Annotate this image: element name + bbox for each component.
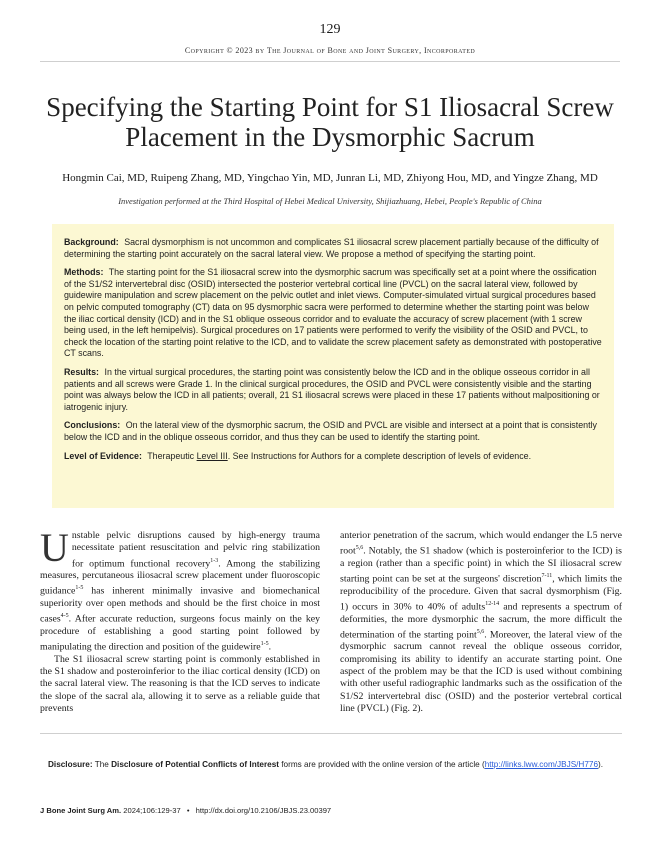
body-text: , which limits the reproducibility of the procedure. Given that sacral dysmorphism (Fig. 1) occurs in 30% to 40% of adults (340, 573, 622, 613)
body-paragraph-2: The S1 iliosacral screw starting point is commonly established in the S1 shadow and posteroinferior to the iliac cortical density (ICD) on the sacral lateral view. The reasoning is that the ICD serves to indicate the slope of the sacral ala, allowing it to serve as a reliable guide that prevents (40, 653, 320, 714)
abstract-conclusions-text: On the lateral view of the dysmorphic sacrum, the OSID and PVCL are visible and intersect at a point that is consistently below the ICD and in the oblique osseous corridor, and thus they can be used to identify the starting point. (64, 420, 597, 442)
level-of-evidence-suffix: . See Instructions for Authors for a complete description of levels of evidence. (227, 450, 532, 461)
body-text: anterior penetration of the sacrum, which would endanger the L5 nerve root (340, 530, 622, 557)
doi-link[interactable]: http://dx.doi.org/10.2106/JBJS.23.00397 (195, 806, 332, 815)
reference-marker: 1-3 (210, 557, 219, 564)
abstract-background-heading: Background: (64, 237, 119, 247)
disclosure-forms-title: Disclosure of Potential Conflicts of Interest (111, 760, 279, 769)
abstract-methods-heading: Methods: (64, 267, 104, 278)
abstract-background (64, 237, 602, 260)
body-column-right (340, 530, 622, 715)
body-paragraph-1 (40, 525, 320, 654)
abstract-conclusions-heading: Conclusions: (64, 420, 121, 431)
reference-marker: 5,6 (476, 628, 485, 635)
abstract-results (64, 367, 602, 413)
abstract-level-of-evidence (64, 451, 602, 463)
footer-divider (40, 733, 622, 734)
reference-marker: 12-14 (485, 601, 500, 608)
level-of-evidence-heading: Level of Evidence: (64, 450, 142, 461)
abstract-box (52, 224, 614, 508)
body-text: and represents a spectrum of deformities, the more dysmorphic the sacrum, the more difficult the determination of the starting point (340, 601, 622, 641)
body-text: . Moreover, the lateral view of the dysmorphic sacrum cannot reveal the oblique osseous corridor, compromising its ability to identify an accurate starting point. One aspect of the problem may be that the ICD is used without combining with other useful radiographic landmarks such as the ossification of the S1/S2 intervertebral disc (OSID) and the posterior vertebral cortical line (PVCL) (Fig. 2). (340, 629, 622, 714)
level-of-evidence-prefix: Therapeutic (147, 450, 195, 461)
level-of-evidence-link[interactable]: Level III (196, 450, 228, 461)
body-text: . After accurate reduction, surgeons focus mainly on the key procedure of establishing a good starting point followed by manipulating the direction and position of the guidewire (40, 613, 320, 653)
abstract-methods-text: The starting point for the S1 iliosacral screw into the dysmorphic sacrum was specifically set at a point where the ossification of the S1/S2 intervertebral disc (OSID) intersected the posterior vertebral cortical line (PVCL) on the sacral lateral view, followed by guidewire manipulation and screw placement on the pelvic outlet and inlet views. Computer-simulated virtual surgical procedures based on pelvic computed tomography (CT) data on 95 dysmorphic sacra were performed to determine whether the starting point was below the iliac cortical density (ICD) and in the S1 oblique osseous corridor and to evaluate the accuracy of screw placement (with 1 screw being used, in the left hemipelvis). Surgical procedures on 17 patients were performed to verify the visibility of the OSID and PVCL, to check the location of the starting point relative to the ICD, and to validate the screw placement safety as demonstrated with postoperative CT scans. (64, 267, 602, 359)
body-text: . Among the stabilizing measures, percutaneous iliosacral screw placement under fluoroscopic guidance (40, 557, 320, 597)
author-list: Hongmin Cai, MD, Ruipeng Zhang, MD, Yingchao Yin, MD, Junran Li, MD, Zhiyong Hou, MD, and Yingze Zhang, MD (62, 172, 598, 184)
body-text: . (268, 641, 272, 653)
body-paragraph-3 (340, 530, 622, 715)
reference-marker: 5,6 (355, 545, 364, 552)
citation-detail: 2024;106:129-37 (123, 806, 181, 815)
abstract-methods (64, 267, 602, 360)
body-text: nstable pelvic disruptions caused by high-energy trauma necessitate patient resuscitation and pelvic ring stabilization for optimum functional recovery (71, 530, 320, 569)
disclosure-text: forms are provided with the online version of the article ( (281, 760, 485, 769)
body-text: has inherent minimally invasive and biomechanical superiority over open methods and should be the first choice in most cases (40, 585, 320, 625)
page-number: 129 (319, 22, 341, 37)
institution-line: Investigation performed at the Third Hospital of Hebei Medical University, Shijiazhuang, Hebei, People's Republic of China (118, 196, 542, 206)
reference-marker: 1-5 (75, 585, 84, 592)
disclosure-text: ). (598, 760, 604, 769)
abstract-results-text: In the virtual surgical procedures, the starting point was consistently below the ICD and in the oblique osseous corridor in all patients and all screws were Grade 1. In the clinical surgical procedures, the OSID and PVCL were consistently visible and the starting point was always below the ICD in all patients; overall, 21 S1 iliosacral screws were placed in these 17 patients without malpositioning or iatrogenic injury. (64, 366, 600, 412)
abstract-background-text: Sacral dysmorphism is not uncommon and complicates S1 iliosacral screw placement partially because of the difficulty of determining the starting point accurately on the sacral lateral view. We propose a method of specifying the starting point. (64, 237, 599, 259)
copyright-text: Copyright © 2023 by The Journal of Bone and Joint Surgery, Incorporated (184, 46, 476, 55)
journal-abbreviation: J Bone Joint Surg Am. (40, 806, 122, 815)
abstract-results-heading: Results: (64, 366, 100, 377)
disclosure-statement (48, 760, 628, 769)
article-title: Specifying the Starting Point for S1 Iliosacral Screw Placement in the Dysmorphic Sacrum (46, 92, 614, 152)
copyright-line (40, 46, 620, 62)
reference-marker: 4-5 (60, 613, 69, 620)
reference-marker: 1-5 (260, 641, 269, 648)
abstract-conclusions (64, 420, 602, 443)
body-text: . Notably, the S1 shadow (which is posteroinferior to the ICD) is a region (rather than a specific point) in which the SI iliosacral screw starting point can be set at the surgeons' discretion (340, 545, 622, 585)
body-column-left (40, 525, 320, 715)
bullet-separator: • (186, 806, 190, 815)
drop-cap: U (40, 525, 69, 570)
disclosure-label: Disclosure: (48, 760, 93, 769)
disclosure-text: The (94, 760, 109, 769)
citation-line (40, 806, 620, 815)
reference-marker: 7-11 (541, 573, 553, 580)
disclosure-link[interactable]: http://links.lww.com/JBJS/H776 (484, 760, 599, 769)
